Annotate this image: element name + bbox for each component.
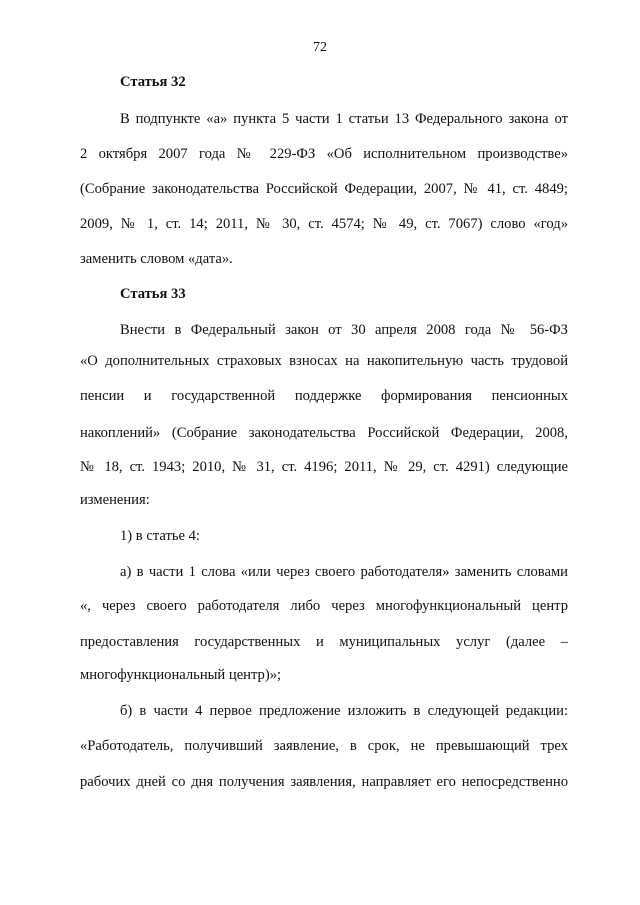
page-number: 72 <box>313 40 327 55</box>
article-33-heading: Статья 33 <box>120 286 186 302</box>
article-33-item-b-line-1: б) в части 4 первое предложение изложить в следующей редакции: <box>120 703 568 719</box>
article-32-line-1: В подпункте «а» пункта 5 части 1 статьи 13 Федерального закона от <box>120 111 568 127</box>
article-32-heading: Статья 32 <box>120 74 186 90</box>
article-33-line-5: № 18, ст. 1943; 2010, № 31, ст. 4196; 2011, № 29, ст. 4291) следующие <box>80 459 568 475</box>
article-33-line-4: накоплений» (Собрание законодательства Российской Федерации, 2008, <box>80 425 568 441</box>
article-33-line-3: пенсии и государственной поддержке формирования пенсионных <box>80 388 568 404</box>
article-33-line-2: «О дополнительных страховых взносах на накопительную часть трудовой <box>80 353 568 369</box>
article-32-line-2: 2 октября 2007 года № 229-ФЗ «Об исполнительном производстве» <box>80 146 568 162</box>
article-33-line-1: Внести в Федеральный закон от 30 апреля 2008 года № 56-ФЗ <box>120 322 568 338</box>
article-33-item-b-line-2: «Работодатель, получивший заявление, в срок, не превышающий трех <box>80 738 568 754</box>
article-32-line-3: (Собрание законодательства Российской Федерации, 2007, № 41, ст. 4849; <box>80 181 568 197</box>
article-33-item-1: 1) в статье 4: <box>120 528 200 544</box>
article-33-item-a-line-2: «, через своего работодателя либо через многофункциональный центр <box>80 598 568 614</box>
article-33-item-b-line-3: рабочих дней со дня получения заявления, направляет его непосредственно <box>80 774 568 790</box>
article-33-item-a-line-4: многофункциональный центр)»; <box>80 667 282 683</box>
article-32-line-5: заменить словом «дата». <box>80 251 233 267</box>
article-33-line-6: изменения: <box>80 492 150 508</box>
article-33-item-a-line-3: предоставления государственных и муниципальных услуг (далее – <box>80 634 568 650</box>
article-32-line-4: 2009, № 1, ст. 14; 2011, № 30, ст. 4574; № 49, ст. 7067) слово «год» <box>80 216 568 232</box>
article-33-item-a-line-1: а) в части 1 слова «или через своего работодателя» заменить словами <box>120 564 568 580</box>
